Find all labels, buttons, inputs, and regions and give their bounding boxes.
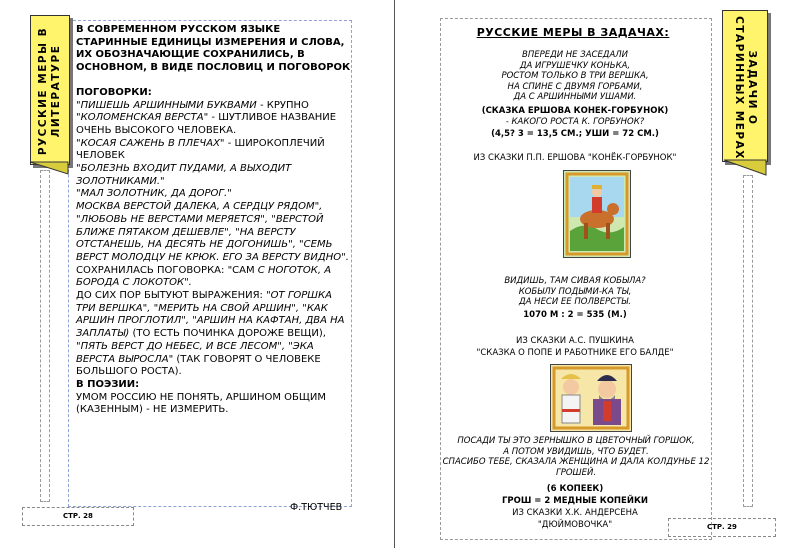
source-2-title: "СКАЗКА О ПОПЕ И РАБОТНИКЕ ЕГО БАЛДЕ" [476, 348, 674, 358]
saying-8-quote: "ОТ ГОРШКА ТРИ ВЕРШКА", "МЕРИТЬ НА СВОЙ АРШИН", "КАК АРШИН ПРОГЛОТИЛ", "АРШИН НА КАФТАН, ДВА НА ЗАПЛАТЫ) [76, 290, 345, 340]
saying-5: "МАЛ ЗОЛОТНИК, ДА ДОРОГ." [76, 188, 232, 200]
poem-1 [450, 50, 700, 103]
left-tab-line-1: РУССКИЕ МЕРЫ В [37, 26, 49, 156]
poetry-text: УМОМ РОССИЮ НЕ ПОНЯТЬ, АРШИНОМ ОБЩИМ (КАЗЕННЫМ) - НЕ ИЗМЕРИТЬ. [76, 391, 326, 416]
poem-2-line: ВИДИШЬ, ТАМ СИВАЯ КОБЫЛА? [504, 276, 646, 286]
left-tab-line-2: ЛИТЕРАТУРЕ [50, 44, 62, 138]
saying-3-quote: "КОСАЯ САЖЕНЬ В ПЛЕЧАХ" [76, 137, 225, 149]
saying-8 [76, 290, 352, 379]
poem-3-line: СПАСИБО ТЕБЕ, СКАЗАЛА ЖЕНЩИНА И ДАЛА КОЛДУНЬЕ 12 ГРОШЕЙ. [442, 457, 710, 478]
poem-1-line: НА СПИНЕ С ДВУМЯ ГОРБАМИ, [507, 81, 643, 92]
left-tab-fold [30, 160, 70, 180]
saying-1 [76, 100, 352, 113]
poem-3 [442, 436, 710, 478]
source-3-author: ИЗ СКАЗКИ Х.К. АНДЕРСЕНА [512, 508, 638, 518]
poem-2-calc: 1070 М : 2 = 535 (М.) [523, 310, 627, 320]
spacer [76, 75, 352, 87]
poetry-author: Ф.ТЮТЧЕВ [290, 502, 343, 513]
right-tab-label [732, 13, 758, 163]
right-tab-line-1: ЗАДАЧИ О [746, 50, 758, 126]
poem-2-line: КОБЫЛУ ПОДЫМИ-КА ТЫ, [518, 286, 632, 297]
saying-7-quote: С НОГОТОК, А БОРОДА С ЛОКОТОК". [76, 264, 332, 289]
left-page-number: СТР. 28 [63, 512, 93, 520]
poem-3-note: ГРОШ = 2 МЕДНЫЕ КОПЕЙКИ [501, 496, 649, 506]
page-divider [394, 0, 395, 548]
saying-7 [76, 265, 352, 290]
right-page-number: СТР. 29 [707, 523, 737, 531]
saying-6: МОСКВА ВЕРСТОЙ ДАЛЕКА, А СЕРДЦУ РЯДОМ", "ЛЮБОВЬ НЕ ВЕРСТАМИ МЕРЯЕТСЯ", "ВЕРСТОЙ БЛИЖЕ ПЯТАКОМ ДЕШЕВЛЕ", "НА ВЕРСТУ ОТСТАНЕШЬ, НА ДЕСЯТЬ НЕ ДОГОНИШЬ", "СЕМЬ ВЕРСТ МОЛОДЦУ НЕ КРЮК. ЕГО ЗА ВЕРСТУ ВИДНО". [76, 201, 349, 263]
poem-3-calc: (6 КОПЕЕК) [546, 484, 604, 494]
poem-2-line: ДА НЕСИ ЕЕ ПОЛВЕРСТЫ. [519, 297, 631, 307]
poetry-heading: В ПОЭЗИИ: [76, 378, 140, 390]
left-page-body [76, 24, 352, 417]
saying-7-lead: СОХРАНИЛАСЬ ПОГОВОРКА: "САМ [76, 264, 258, 276]
saying-1-quote: "ПИШЕШЬ АРШИННЫМИ БУКВАМИ [76, 99, 257, 111]
saying-4: "БОЛЕЗНЬ ВХОДИТ ПУДАМИ, А ВЫХОДИТ ЗОЛОТНИКАМИ." [76, 163, 292, 187]
poem-1-question: - КАКОГО РОСТА К. ГОРБУНОК? [505, 117, 645, 127]
source-3-title: "ДЮЙМОВОЧКА" [537, 520, 613, 530]
saying-2-explain: " - ШУТЛИВОЕ НАЗВАНИЕ ОЧЕНЬ ВЫСОКОГО ЧЕЛОВЕКА. [76, 112, 337, 136]
poem-3-line: А ПОТОМ УВИДИШЬ, ЧТО БУДЕТ. [503, 446, 649, 457]
right-tab-fold [722, 157, 768, 181]
left-page-number-box [22, 507, 134, 526]
source-2-author: ИЗ СКАЗКИ А.С. ПУШКИНА [516, 336, 634, 346]
left-chapter-tab [30, 15, 70, 165]
poem-1-line: ДА ИГРУШЕЧКУ КОНЬКА, [519, 60, 631, 71]
poem-1-line: РОСТОМ ТОЛЬКО В ТРИ ВЕРШКА, [501, 71, 649, 81]
sayings-heading: ПОГОВОРКИ: [76, 86, 152, 98]
saying-8-end: (ТАК ГОВОРЯТ О ЧЕЛОВЕКЕ БОЛЬШОГО РОСТА). [76, 353, 321, 378]
intro-paragraph: В СОВРЕМЕННОМ РУССКОМ ЯЗЫКЕ СТАРИННЫЕ ЕДИНИЦЫ ИЗМЕРЕНИЯ И СЛОВА, ИХ ОБОЗНАЧАЮЩИЕ СОХРАНИЛИСЬ, В ОСНОВНОМ, В ВИДЕ ПОСЛОВИЦ И ПОГОВОРОК [76, 24, 351, 74]
saying-1-explain: - КРУПНО [256, 99, 309, 111]
saying-8-quote-2: "ПЯТЬ ВЕРСТ ДО НЕБЕС, И ВСЕ ЛЕСОМ", "ЭКА ВЕРСТА ВЫРОСЛА" [76, 340, 314, 365]
poem-1-line: ДА С АРШИННЫМИ УШАМИ. [513, 92, 637, 102]
horse-rider-illustration [563, 170, 631, 258]
saying-8-mid: (ТО ЕСТЬ ПОЧИНКА ДОРОЖЕ ВЕЩИ), [129, 328, 326, 340]
right-outer-frame [743, 175, 753, 507]
poem-3-line: ПОСАДИ ТЫ ЭТО ЗЕРНЫШКО В ЦВЕТОЧНЫЙ ГОРШОК, [457, 436, 695, 446]
right-page-title: РУССКИЕ МЕРЫ В ЗАДАЧАХ: [476, 26, 670, 39]
saying-3 [76, 138, 352, 163]
right-tab-line-2: СТАРИННЫХ МЕРАХ [733, 16, 745, 160]
saying-3-explain: - ШИРОКОПЛЕЧИЙ ЧЕЛОВЕК [76, 137, 325, 162]
left-outer-frame [40, 170, 50, 502]
source-1: ИЗ СКАЗКИ П.П. ЕРШОВА "КОНЁК-ГОРБУНОК" [473, 153, 677, 163]
right-chapter-tab [722, 10, 768, 162]
poem-1-source-note: (СКАЗКА ЕРШОВА КОНЕК-ГОРБУНОК) [481, 106, 669, 116]
priest-and-worker-illustration [550, 364, 632, 432]
right-page-number-box [668, 518, 776, 537]
left-tab-label [37, 17, 63, 165]
saying-2-quote: "КОЛОМЕНСКАЯ ВЕРСТА [76, 112, 204, 124]
saying-2 [76, 112, 352, 137]
poem-1-answer: (4,5? 3 = 13,5 СМ.; УШИ = 72 СМ.) [491, 129, 659, 139]
poem-2 [450, 276, 700, 308]
poem-1-line: ВПЕРЕДИ НЕ ЗАСЕДАЛИ [521, 50, 629, 60]
saying-8-lead: ДО СИХ ПОР БЫТУЮТ ВЫРАЖЕНИЯ: [76, 290, 267, 302]
